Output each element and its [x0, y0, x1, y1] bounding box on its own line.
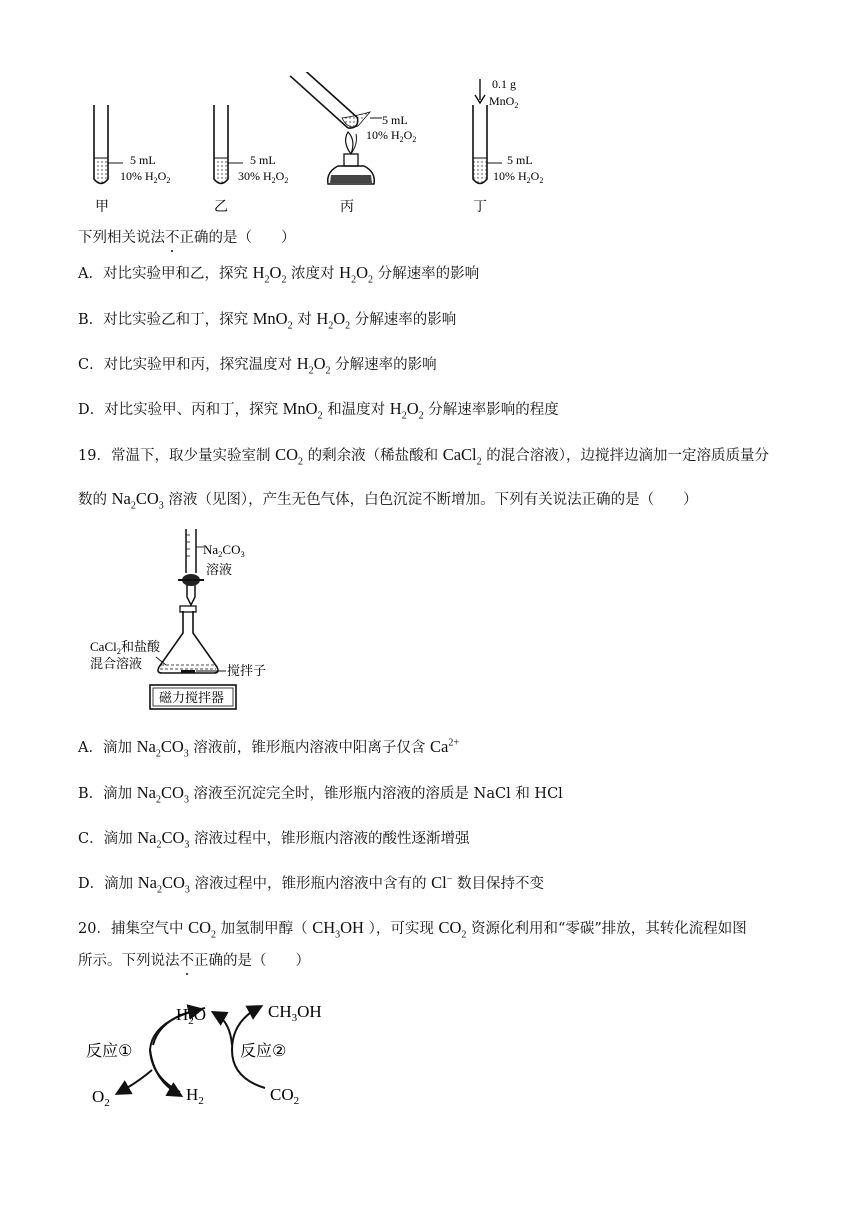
- svg-text:丙: 丙: [340, 199, 354, 215]
- svg-text:10% H2O2: 10% $H_2O_2$: [120, 169, 171, 185]
- emphasis-not: 不: [180, 949, 195, 970]
- svg-text:搅拌子: 搅拌子: [227, 664, 267, 679]
- q18-figure: [80, 72, 580, 222]
- svg-text:5 mL: 5 mL: [250, 153, 276, 167]
- q19-stem-line1: 19．常温下，取少量实验室制 $CO_2$ 的剩余液（稀盐酸和 CaCl$_2$ 的混合溶液），边搅拌边滴加一定溶质质量分: [78, 445, 769, 468]
- q18-option-a[interactable]: A．对比实验甲和乙，探究 $H_2O_2$ 浓度对 $H_2O_2$ 分解速率的影响: [78, 263, 480, 286]
- erlenmeyer-flask: [158, 606, 218, 673]
- q19-option-a[interactable]: A．滴加 $Na_2CO_3$ 溶液前，锥形瓶内溶液中阳离子仅含 $Ca^{2+}$: [78, 737, 459, 760]
- tube-yi: [214, 105, 288, 215]
- q19-option-c[interactable]: C．滴加 $Na_2CO_3$ 溶液过程中，锥形瓶内溶液的酸性逐渐增强: [78, 828, 470, 851]
- tube-ding: [473, 77, 543, 215]
- svg-text:5 mL: 5 mL: [382, 113, 408, 127]
- q18-stem: 下列相关说法不正确的是（ ）: [78, 226, 296, 247]
- q18-option-d[interactable]: D．对比实验甲、丙和丁，探究 MnO$_2$ 和温度对 $H_2O_2$ 分解速率影响的程度: [78, 399, 559, 422]
- magnetic-stirrer: [150, 685, 236, 709]
- q19-option-d[interactable]: D．滴加 $Na_2CO_3$ 溶液过程中，锥形瓶内溶液中含有的 Cl− 数目保持不变: [78, 873, 544, 896]
- svg-text:溶液: 溶液: [206, 563, 233, 578]
- q18-option-b[interactable]: B．对比实验乙和丁，探究 MnO$_2$ 对 $H_2O_2$ 分解速率的影响: [78, 309, 457, 332]
- tube-bing: [290, 72, 416, 215]
- svg-text:O2: $O_2$: [92, 1087, 110, 1109]
- q20-stem-line2: 所示。下列说法不正确的是（ ）: [78, 949, 310, 970]
- svg-text:乙: 乙: [214, 199, 228, 215]
- svg-text:10% H2O2: 10% $H_2O_2$: [366, 128, 417, 144]
- svg-text:CO2: $CO_2$: [270, 1085, 300, 1107]
- svg-text:Na2CO3: $Na_2CO_3$: [203, 542, 245, 559]
- svg-text:丁: 丁: [473, 199, 487, 215]
- svg-text:5 mL: 5 mL: [130, 153, 156, 167]
- svg-text:反应①: 反应①: [86, 1041, 133, 1060]
- svg-text:反应②: 反应②: [240, 1041, 287, 1060]
- svg-text:10% H2O2: 10% $H_2O_2$: [493, 169, 544, 185]
- svg-text:MnO2: MnO$_2$: [489, 94, 519, 110]
- svg-text:30% H2O2: 30% $H_2O_2$: [238, 169, 289, 185]
- q19-stem-line2: 数的 $Na_2CO_3$ 溶液（见图），产生无色气体，白色沉淀不断增加。下列有关说法正确的是（ ）: [78, 489, 698, 512]
- q20-stem-line1: 20．捕集空气中 $CO_2$ 加氢制甲醇（ $CH_3OH$ ），可实现 $CO_2$ 资源化利用和“零碳”排放，其转化流程如图: [78, 918, 747, 941]
- svg-text:5 mL: 5 mL: [507, 153, 533, 167]
- q18-option-c[interactable]: C．对比实验甲和丙，探究温度对 $H_2O_2$ 分解速率的影响: [78, 354, 437, 377]
- svg-text:H2: $H_2$: [186, 1085, 204, 1107]
- burette: [178, 529, 245, 605]
- svg-text:甲: 甲: [95, 199, 109, 215]
- q19-option-b[interactable]: B．滴加 $Na_2CO_3$ 溶液至沉淀完全时，锥形瓶内溶液的溶质是 NaCl 和 HCl: [78, 783, 563, 806]
- svg-text:磁力搅拌器: 磁力搅拌器: [159, 691, 225, 706]
- q19-figure: [86, 525, 306, 715]
- svg-text:CH3OH: $CH_3OH$: [268, 1002, 322, 1024]
- svg-text:混合溶液: 混合溶液: [90, 657, 143, 672]
- tube-jia: [94, 105, 170, 215]
- svg-text:CaCl2和盐酸: CaCl$_2$和盐酸: [90, 639, 160, 656]
- svg-text:0.1 g: 0.1 g: [492, 77, 516, 91]
- q20-figure: [80, 990, 350, 1110]
- svg-text:H2O: $H_2O$: [176, 1005, 207, 1027]
- emphasis-not: 不: [165, 226, 180, 247]
